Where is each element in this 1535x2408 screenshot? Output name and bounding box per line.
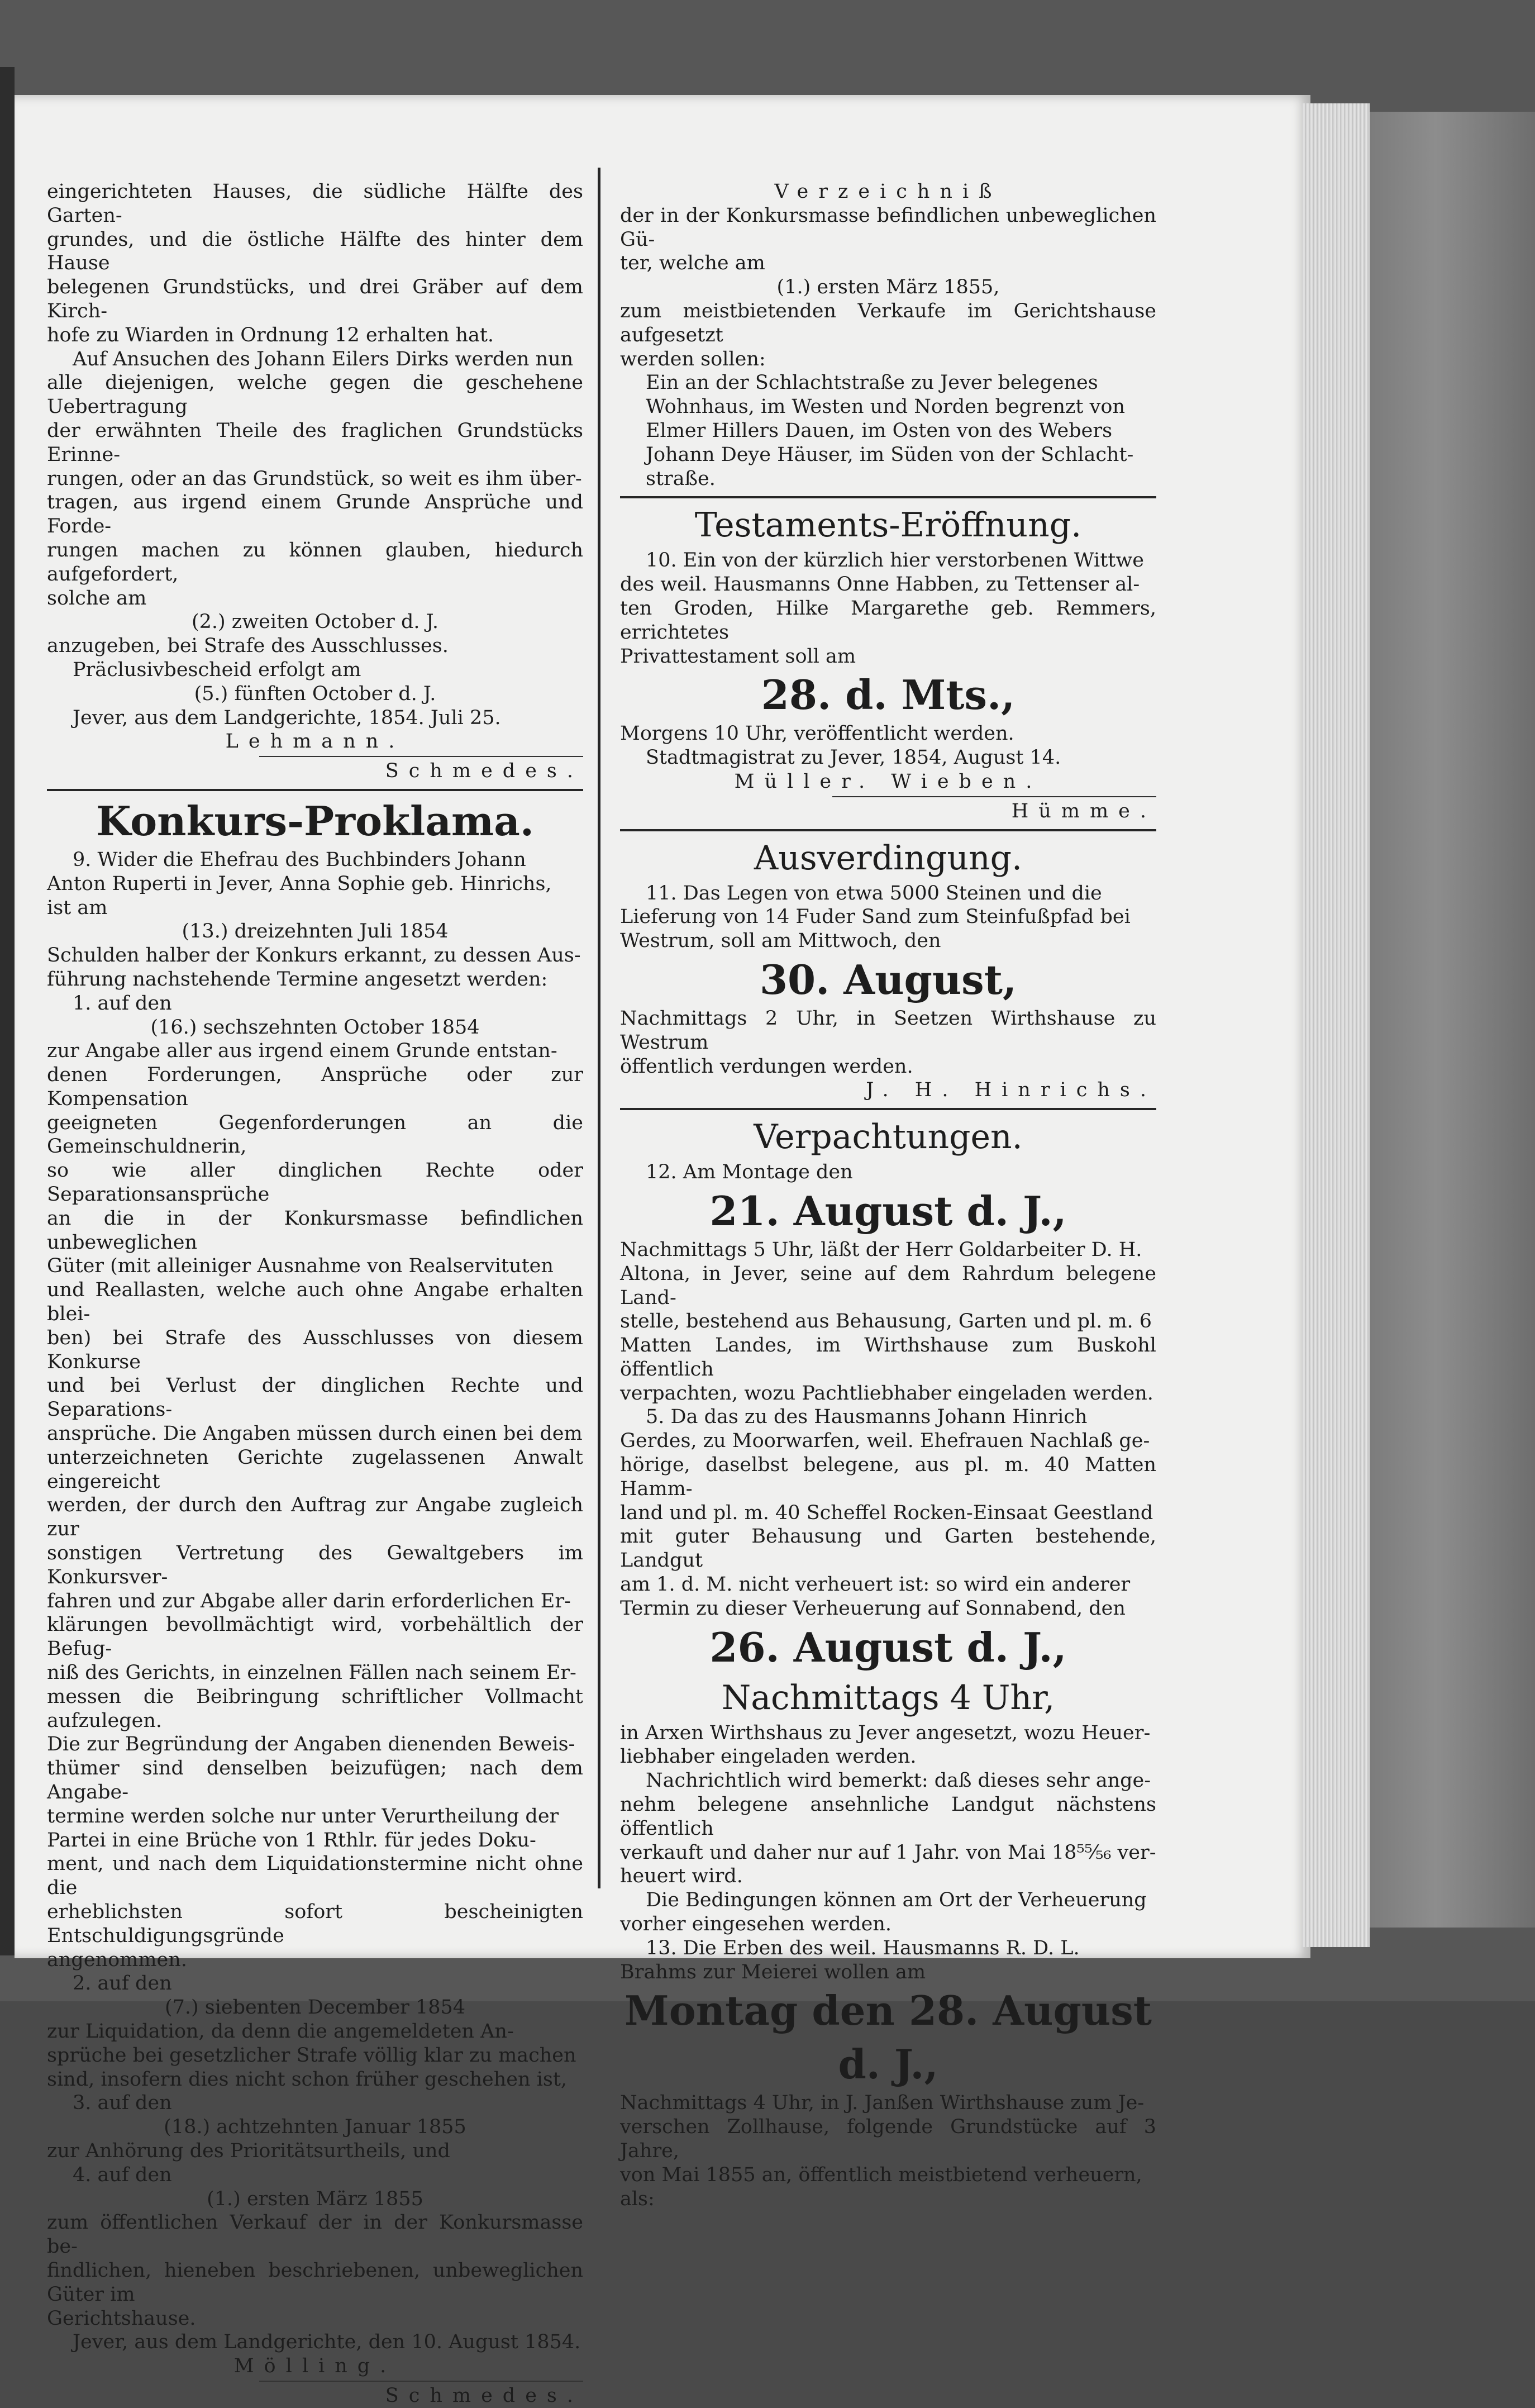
text-line: geeigneten Gegenforderungen an die Gemeinschuldnerin,: [47, 1111, 583, 1158]
column-divider: [598, 168, 600, 1888]
text-line: solche am: [47, 587, 147, 610]
centered-line: (18.) achtzehnten Januar 1855: [164, 2116, 466, 2139]
paragraph-start: Jever, aus dem Landgerichte, 1854. Juli 25.: [73, 706, 501, 729]
text-line: termine werden solche nur unter Verurtheilung der: [47, 1805, 559, 1828]
emphasis-date: 21. August d. J.,: [709, 1187, 1067, 1235]
text-line: werden sollen:: [620, 348, 766, 370]
centered-line: (1.) ersten März 1855: [207, 2187, 423, 2210]
section-heading: Testaments-Eröffnung.: [694, 506, 1082, 545]
text-line: liebhaber eingeladen werden.: [620, 1745, 917, 1768]
signature-line: Mölling.: [233, 2355, 397, 2378]
text-line: zur Anhörung des Prioritätsurtheils, und: [47, 2139, 450, 2162]
section-rule: [47, 789, 583, 791]
text-line: Nachmittags 5 Uhr, läßt der Herr Goldarbeiter D. H.: [620, 1238, 1142, 1261]
text-line: ment, und nach dem Liquidationstermine nicht ohne die: [47, 1853, 583, 1900]
section-rule: [620, 1108, 1156, 1110]
centered-line: (2.) zweiten October d. J.: [191, 611, 439, 634]
signature-right: Hümme.: [1011, 800, 1156, 822]
text-line: verkauft und daher nur auf 1 Jahr. von Mai 18⁵⁵⁄₅₆ ver-: [620, 1841, 1156, 1864]
paragraph-start: 10. Ein von der kürzlich hier verstorbenen Wittwe: [646, 549, 1145, 572]
text-line: hörige, daselbst belegene, aus pl. m. 40 Matten Hamm-: [620, 1454, 1156, 1500]
text-line: land und pl. m. 40 Scheffel Rocken-Einsaat Geestland: [620, 1501, 1153, 1524]
text-line: Termin zu dieser Verheuerung auf Sonnabend, den: [620, 1597, 1126, 1620]
signature-line: Lehmann.: [225, 730, 405, 753]
paragraph-start: 5. Da das zu des Hausmanns Johann Hinrich: [646, 1406, 1088, 1429]
text-line: sonstigen Vertretung des Gewaltgebers im Konkursver-: [47, 1542, 583, 1588]
paragraph-start: 3. auf den: [73, 2092, 172, 2115]
text-line: findlichen, hieneben beschriebenen, unbeweglichen Güter im: [47, 2259, 583, 2306]
paragraph-start: Auf Ansuchen des Johann Eilers Dirks werden nun: [73, 348, 574, 370]
centered-line: (5.) fünften October d. J.: [194, 682, 436, 705]
paragraph-start: 11. Das Legen von etwa 5000 Steinen und die: [646, 882, 1102, 905]
text-line: werden, der durch den Auftrag zur Angabe zugleich zur: [47, 1494, 583, 1541]
text-line: in Arxen Wirthshaus zu Jever angesetzt, wozu Heuer-: [620, 1721, 1151, 1744]
text-line: angenommen.: [47, 1948, 187, 1971]
text-line: Matten Landes, im Wirthshause zum Buskohl öffentlich: [620, 1334, 1156, 1381]
text-line: Brahms zur Meierei wollen am: [620, 1960, 926, 1983]
text-line: ten Groden, Hilke Margarethe geb. Remmers, errichtetes: [620, 597, 1156, 644]
section-rule: [620, 496, 1156, 498]
signature-line: Verzeichniß: [774, 180, 1002, 203]
book-spine: [0, 67, 15, 1955]
text-line: Schulden halber der Konkurs erkannt, zu dessen Aus-: [47, 944, 581, 967]
centered-line: (13.) dreizehnten Juli 1854: [182, 920, 449, 943]
text-line: zur Liquidation, da denn die angemeldeten An-: [47, 2020, 514, 2043]
paragraph-start: 2. auf den: [73, 1972, 172, 1995]
text-line: unterzeichneten Gerichte zugelassenen Anwalt eingereicht: [47, 1446, 583, 1493]
emphasis-date: Montag den 28. August d. J.,: [625, 1987, 1152, 2088]
text-line: sind, insofern dies nicht schon früher geschehen ist,: [47, 2068, 568, 2091]
text-line: Partei in eine Brüche von 1 Rthlr. für jedes Doku-: [47, 1829, 536, 1852]
paragraph-start: 9. Wider die Ehefrau des Buchbinders Johann: [73, 848, 526, 871]
text-line: führung nachstehende Termine angesetzt werden:: [47, 968, 548, 991]
text-line: Anton Ruperti in Jever, Anna Sophie geb. Hinrichs,: [47, 872, 552, 895]
text-line: ansprüche. Die Angaben müssen durch einen bei dem: [47, 1422, 583, 1445]
paragraph-start: Elmer Hillers Dauen, im Osten von des Webers: [646, 419, 1113, 442]
book-cover: [1370, 112, 1535, 1928]
text-line: hofe zu Wiarden in Ordnung 12 erhalten hat.: [47, 323, 494, 346]
centered-line: (1.) ersten März 1855,: [776, 276, 1000, 299]
text-line: niß des Gerichts, in einzelnen Fällen nach seinem Er-: [47, 1662, 576, 1684]
text-line: vorher eingesehen werden.: [620, 1913, 892, 1936]
text-line: und bei Verlust der dinglichen Rechte und Separations-: [47, 1374, 583, 1421]
text-line: Güter (mit alleiniger Ausnahme von Realservituten: [47, 1255, 554, 1278]
page-edges: [1303, 103, 1370, 1947]
text-line: Gerdes, zu Moorwarfen, weil. Ehefrauen Nachlaß ge-: [620, 1430, 1150, 1453]
text-line: nehm belegene ansehnliche Landgut nächstens öffentlich: [620, 1793, 1156, 1840]
text-line: zum öffentlichen Verkauf der in der Konkursmasse be-: [47, 2211, 583, 2258]
paragraph-start: Johann Deye Häuser, im Süden von der Schlacht-: [646, 443, 1134, 466]
paragraph-start: Nachrichtlich wird bemerkt: daß dieses sehr ange-: [646, 1769, 1151, 1792]
text-line: rungen, oder an das Grundstück, so weit es ihm über-: [47, 467, 582, 490]
text-line: klärungen bevollmächtigt wird, vorbehältlich der Befug-: [47, 1614, 583, 1660]
text-line: belegenen Grundstücks, und drei Gräber auf dem Kirch-: [47, 276, 583, 322]
paragraph-start: straße.: [646, 467, 716, 490]
paragraph-start: Stadtmagistrat zu Jever, 1854, August 14.: [646, 746, 1061, 769]
text-line: verschen Zollhause, folgende Grundstücke auf 3 Jahre,: [620, 2116, 1156, 2163]
text-line: messen die Beibringung schriftlicher Vollmacht aufzulegen.: [47, 1685, 583, 1732]
right-column: [620, 180, 1156, 2211]
text-line: als:: [620, 2187, 655, 2210]
text-line: denen Forderungen, Ansprüche oder zur Kompensation: [47, 1064, 583, 1110]
section-heading: Ausverdingung.: [754, 838, 1023, 878]
text-line: zum meistbietenden Verkaufe im Gerichtshause aufgesetzt: [620, 299, 1156, 346]
text-line: am 1. d. M. nicht verheuert ist: so wird ein anderer: [620, 1573, 1131, 1596]
emphasis-time: Nachmittags 4 Uhr,: [721, 1678, 1055, 1717]
section-rule: [620, 829, 1156, 831]
text-line: Altona, in Jever, seine auf dem Rahrdum belegene Land-: [620, 1262, 1156, 1309]
paragraph-start: 4. auf den: [73, 2163, 172, 2186]
text-line: an die in der Konkursmasse befindlichen unbeweglichen: [47, 1207, 583, 1254]
text-line: von Mai 1855 an, öffentlich meistbietend verheuern,: [620, 2163, 1142, 2186]
paragraph-start: 13. Die Erben des weil. Hausmanns R. D. L.: [646, 1936, 1080, 1959]
signature-line: Müller. Wieben.: [734, 770, 1042, 793]
text-line: erheblichsten sofort bescheinigten Entschuldigungsgründe: [47, 1900, 583, 1947]
text-line: ist am: [47, 896, 108, 919]
text-line: der erwähnten Theile des fraglichen Grundstücks Erinne-: [47, 419, 583, 466]
paragraph-start: Ein an der Schlachtstraße zu Jever belegenes: [646, 372, 1098, 394]
text-line: rungen machen zu können glauben, hiedurch aufgefordert,: [47, 539, 583, 586]
signature-right: Schmedes.: [385, 2384, 583, 2407]
text-line: zur Angabe aller aus irgend einem Grunde entstan-: [47, 1040, 557, 1063]
text-line: Westrum, soll am Mittwoch, den: [620, 930, 941, 953]
text-line: Privattestament soll am: [620, 645, 856, 668]
centered-line: (7.) siebenten December 1854: [164, 1996, 466, 2019]
text-line: heuert wird.: [620, 1865, 743, 1888]
text-line: so wie aller dinglichen Rechte oder Separationsansprüche: [47, 1159, 583, 1206]
text-line: Die zur Begründung der Angaben dienenden Beweis-: [47, 1733, 575, 1756]
emphasis-date: Konkurs-Proklama.: [96, 797, 534, 845]
text-line: der in der Konkursmasse befindlichen unbeweglichen Gü-: [620, 204, 1156, 251]
text-line: thümer sind denselben beizufügen; nach dem Angabe-: [47, 1757, 583, 1803]
signature-right: Schmedes.: [385, 760, 583, 783]
text-line: Nachmittags 2 Uhr, in Seetzen Wirthshause zu Westrum: [620, 1007, 1156, 1054]
paragraph-start: 1. auf den: [73, 992, 172, 1015]
text-line: öffentlich verdungen werden.: [620, 1055, 913, 1078]
text-line: fahren und zur Abgabe aller darin erforderlichen Er-: [47, 1590, 571, 1612]
emphasis-date: 26. August d. J.,: [709, 1623, 1067, 1671]
paragraph-start: Jever, aus dem Landgerichte, den 10. August 1854.: [73, 2331, 581, 2354]
text-line: stelle, bestehend aus Behausung, Garten und pl. m. 6: [620, 1310, 1152, 1333]
text-line: anzugeben, bei Strafe des Ausschlusses.: [47, 635, 449, 658]
paragraph-start: Wohnhaus, im Westen und Norden begrenzt von: [646, 396, 1126, 418]
text-line: grundes, und die östliche Hälfte des hinter dem Hause: [47, 228, 583, 275]
signature-rule: [259, 756, 583, 757]
signature-rule: [259, 2381, 583, 2382]
emphasis-date: 30. August,: [759, 955, 1017, 1003]
text-line: tragen, aus irgend einem Grunde Ansprüche und Forde-: [47, 491, 583, 538]
emphasis-date: 28. d. Mts.,: [761, 671, 1016, 719]
text-line: mit guter Behausung und Garten bestehende, Landgut: [620, 1525, 1156, 1572]
text-line: eingerichteten Hauses, die südliche Hälfte des Garten-: [47, 180, 583, 227]
text-line: alle diejenigen, welche gegen die geschehene Uebertragung: [47, 372, 583, 418]
text-line: ben) bei Strafe des Ausschlusses von diesem Konkurse: [47, 1326, 583, 1373]
centered-line: (16.) sechszehnten October 1854: [150, 1016, 480, 1039]
text-line: Nachmittags 4 Uhr, in J. Janßen Wirthshause zum Je-: [620, 2092, 1145, 2115]
signature-right: J. H. Hinrichs.: [866, 1079, 1156, 1102]
text-line: und Reallasten, welche auch ohne Angabe erhalten blei-: [47, 1279, 583, 1326]
left-column: [47, 180, 583, 2408]
text-line: Lieferung von 14 Fuder Sand zum Steinfußpfad bei: [620, 906, 1131, 929]
section-heading: Verpachtungen.: [754, 1117, 1023, 1157]
text-line: Morgens 10 Uhr, veröffentlicht werden.: [620, 722, 1014, 745]
text-line: ter, welche am: [620, 252, 765, 275]
text-line: sprüche bei gesetzlicher Strafe völlig klar zu machen: [47, 2044, 576, 2067]
paragraph-start: Präclusivbescheid erfolgt am: [73, 658, 361, 681]
text-line: verpachten, wozu Pachtliebhaber eingeladen werden.: [620, 1382, 1153, 1405]
text-line: Gerichtshause.: [47, 2307, 196, 2330]
paragraph-start: Die Bedingungen können am Ort der Verheuerung: [646, 1889, 1147, 1912]
paragraph-start: 12. Am Montage den: [646, 1161, 853, 1184]
text-line: des weil. Hausmanns Onne Habben, zu Tettenser al-: [620, 573, 1140, 596]
signature-rule: [832, 796, 1156, 797]
